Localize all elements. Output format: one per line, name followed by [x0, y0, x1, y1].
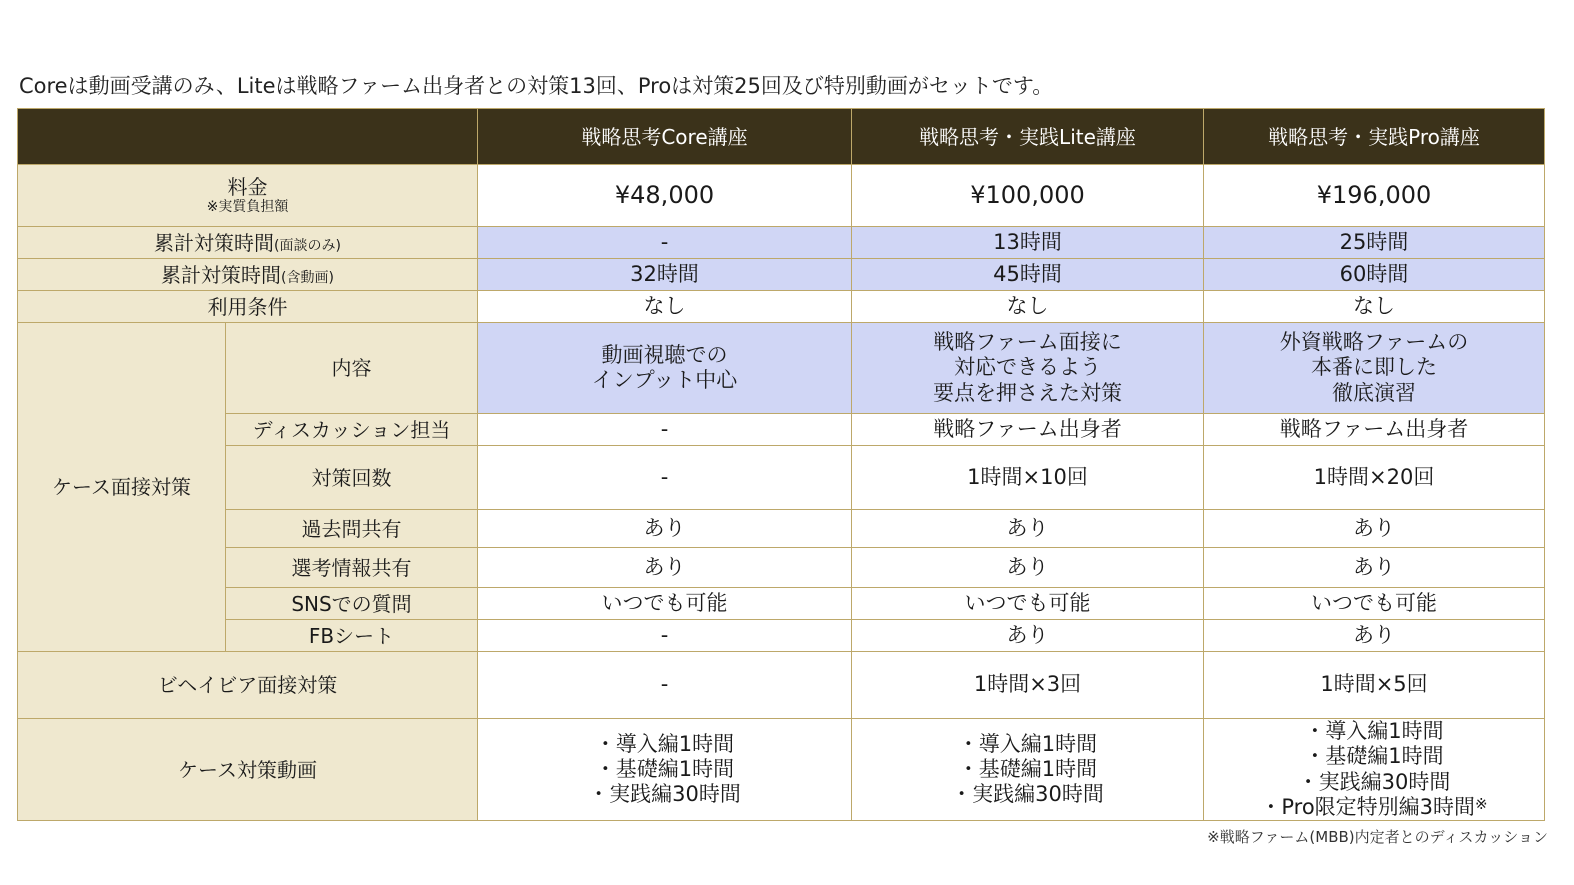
label-conditions: 利用条件	[18, 291, 478, 323]
row-case-sns	[18, 588, 1545, 620]
behavior-pro: 1時間×5回	[1204, 652, 1545, 719]
price-pro: ¥196,000	[1204, 165, 1545, 227]
row-hours-total	[18, 259, 1545, 291]
case-content-lite	[852, 323, 1204, 414]
video-item: ・基礎編1時間	[1304, 744, 1444, 769]
sessions-lite: 1時間×10回	[852, 446, 1204, 510]
row-price	[18, 165, 1545, 227]
price-note: ※実質負担額	[206, 199, 289, 216]
conditions-pro: なし	[1204, 291, 1545, 323]
hours-interview-lite: 13時間	[852, 227, 1204, 259]
label-case-content: 内容	[226, 323, 478, 414]
price-core: ¥48,000	[478, 165, 852, 227]
row-conditions	[18, 291, 1545, 323]
header-blank	[18, 109, 478, 165]
row-behavior	[18, 652, 1545, 719]
video-item: ・導入編1時間	[594, 731, 735, 756]
video-item: ・実践編30時間	[588, 782, 741, 807]
content-pro-line: 徹底演習	[1332, 380, 1416, 405]
sessions-pro: 1時間×20回	[1204, 446, 1545, 510]
label-hours-interview	[18, 227, 478, 259]
intro-text: Coreは動画受講のみ、Liteは戦略ファーム出身者との対策13回、Proは対策25回及び特別動画がセットです。	[19, 74, 1054, 98]
pro-special-text: ・Pro限定特別編3時間	[1260, 794, 1476, 819]
price-label: 料金	[227, 175, 268, 200]
content-lite-line: 戦略ファーム面接に	[933, 330, 1122, 355]
label-fb-sheet: FBシート	[226, 620, 478, 652]
fb-sheet-pro: あり	[1204, 620, 1545, 652]
hours-interview-core: -	[478, 227, 852, 259]
label-case-sessions: 対策回数	[226, 446, 478, 510]
discussion-lite: 戦略ファーム出身者	[852, 414, 1204, 446]
videos-core	[478, 719, 852, 821]
selection-info-lite: あり	[852, 548, 1204, 588]
row-hours-interview	[18, 227, 1545, 259]
label-price	[18, 165, 478, 227]
footnote: ※戦略ファーム(MBB)内定者とのディスカッション	[1207, 828, 1548, 846]
discussion-core: -	[478, 414, 852, 446]
hours-total-core: 32時間	[478, 259, 852, 291]
content-core-line: 動画視聴での	[601, 342, 728, 367]
label-videos: ケース対策動画	[18, 719, 478, 821]
label-behavior: ビヘイビア面接対策	[18, 652, 478, 719]
video-item: ・導入編1時間	[957, 731, 1098, 756]
header-pro: 戦略思考・実践Pro講座	[1204, 109, 1545, 165]
content-lite-line: 対応できるよう	[954, 355, 1101, 380]
video-item: ・実践編30時間	[1297, 769, 1451, 794]
sessions-core: -	[478, 446, 852, 510]
behavior-core: -	[478, 652, 852, 719]
videos-lite	[852, 719, 1204, 821]
fb-sheet-lite: あり	[852, 620, 1204, 652]
hours-total-pro: 60時間	[1204, 259, 1545, 291]
video-item: ・実践編30時間	[951, 782, 1104, 807]
hours-total-lite: 45時間	[852, 259, 1204, 291]
label-past-questions: 過去問共有	[226, 510, 478, 548]
video-item: ・基礎編1時間	[957, 756, 1098, 781]
pricing-table	[17, 108, 1545, 821]
row-videos	[18, 719, 1545, 821]
conditions-lite: なし	[852, 291, 1204, 323]
pro-special-mark: ※	[1475, 794, 1488, 813]
past-questions-lite: あり	[852, 510, 1204, 548]
header-core: 戦略思考Core講座	[478, 109, 852, 165]
content-lite-line: 要点を押さえた対策	[933, 380, 1122, 405]
selection-info-core: あり	[478, 548, 852, 588]
video-item: ・導入編1時間	[1304, 719, 1444, 744]
hours-interview-sub: (面談のみ)	[274, 237, 341, 254]
row-case-selection-info	[18, 548, 1545, 588]
row-case-content	[18, 323, 1545, 414]
videos-pro	[1204, 719, 1545, 821]
sns-core: いつでも可能	[478, 588, 852, 620]
discussion-pro: 戦略ファーム出身者	[1204, 414, 1545, 446]
case-content-pro	[1204, 323, 1545, 414]
row-case-sessions	[18, 446, 1545, 510]
content-pro-line: 本番に即した	[1311, 355, 1437, 380]
hours-total-label: 累計対策時間	[161, 262, 282, 287]
label-sns: SNSでの質問	[226, 588, 478, 620]
row-case-discussion	[18, 414, 1545, 446]
video-item-pro-special	[1204, 795, 1544, 820]
row-case-past-questions	[18, 510, 1545, 548]
hours-total-sub: (含動画)	[281, 269, 334, 286]
behavior-lite: 1時間×3回	[852, 652, 1204, 719]
label-case-discussion: ディスカッション担当	[226, 414, 478, 446]
past-questions-core: あり	[478, 510, 852, 548]
content-core-line: インプット中心	[591, 368, 738, 392]
hours-interview-label: 累計対策時間	[154, 230, 275, 255]
sns-lite: いつでも可能	[852, 588, 1204, 620]
header-lite: 戦略思考・実践Lite講座	[852, 109, 1204, 165]
fb-sheet-core: -	[478, 620, 852, 652]
video-item: ・基礎編1時間	[594, 756, 735, 781]
row-case-fb-sheet	[18, 620, 1545, 652]
past-questions-pro: あり	[1204, 510, 1545, 548]
content-pro-line: 外資戦略ファームの	[1279, 330, 1469, 355]
label-case-group: ケース面接対策	[18, 323, 226, 652]
price-lite: ¥100,000	[852, 165, 1204, 227]
conditions-core: なし	[478, 291, 852, 323]
sns-pro: いつでも可能	[1204, 588, 1545, 620]
label-hours-total	[18, 259, 478, 291]
hours-interview-pro: 25時間	[1204, 227, 1545, 259]
selection-info-pro: あり	[1204, 548, 1545, 588]
label-selection-info: 選考情報共有	[226, 548, 478, 588]
case-content-core	[478, 323, 852, 414]
